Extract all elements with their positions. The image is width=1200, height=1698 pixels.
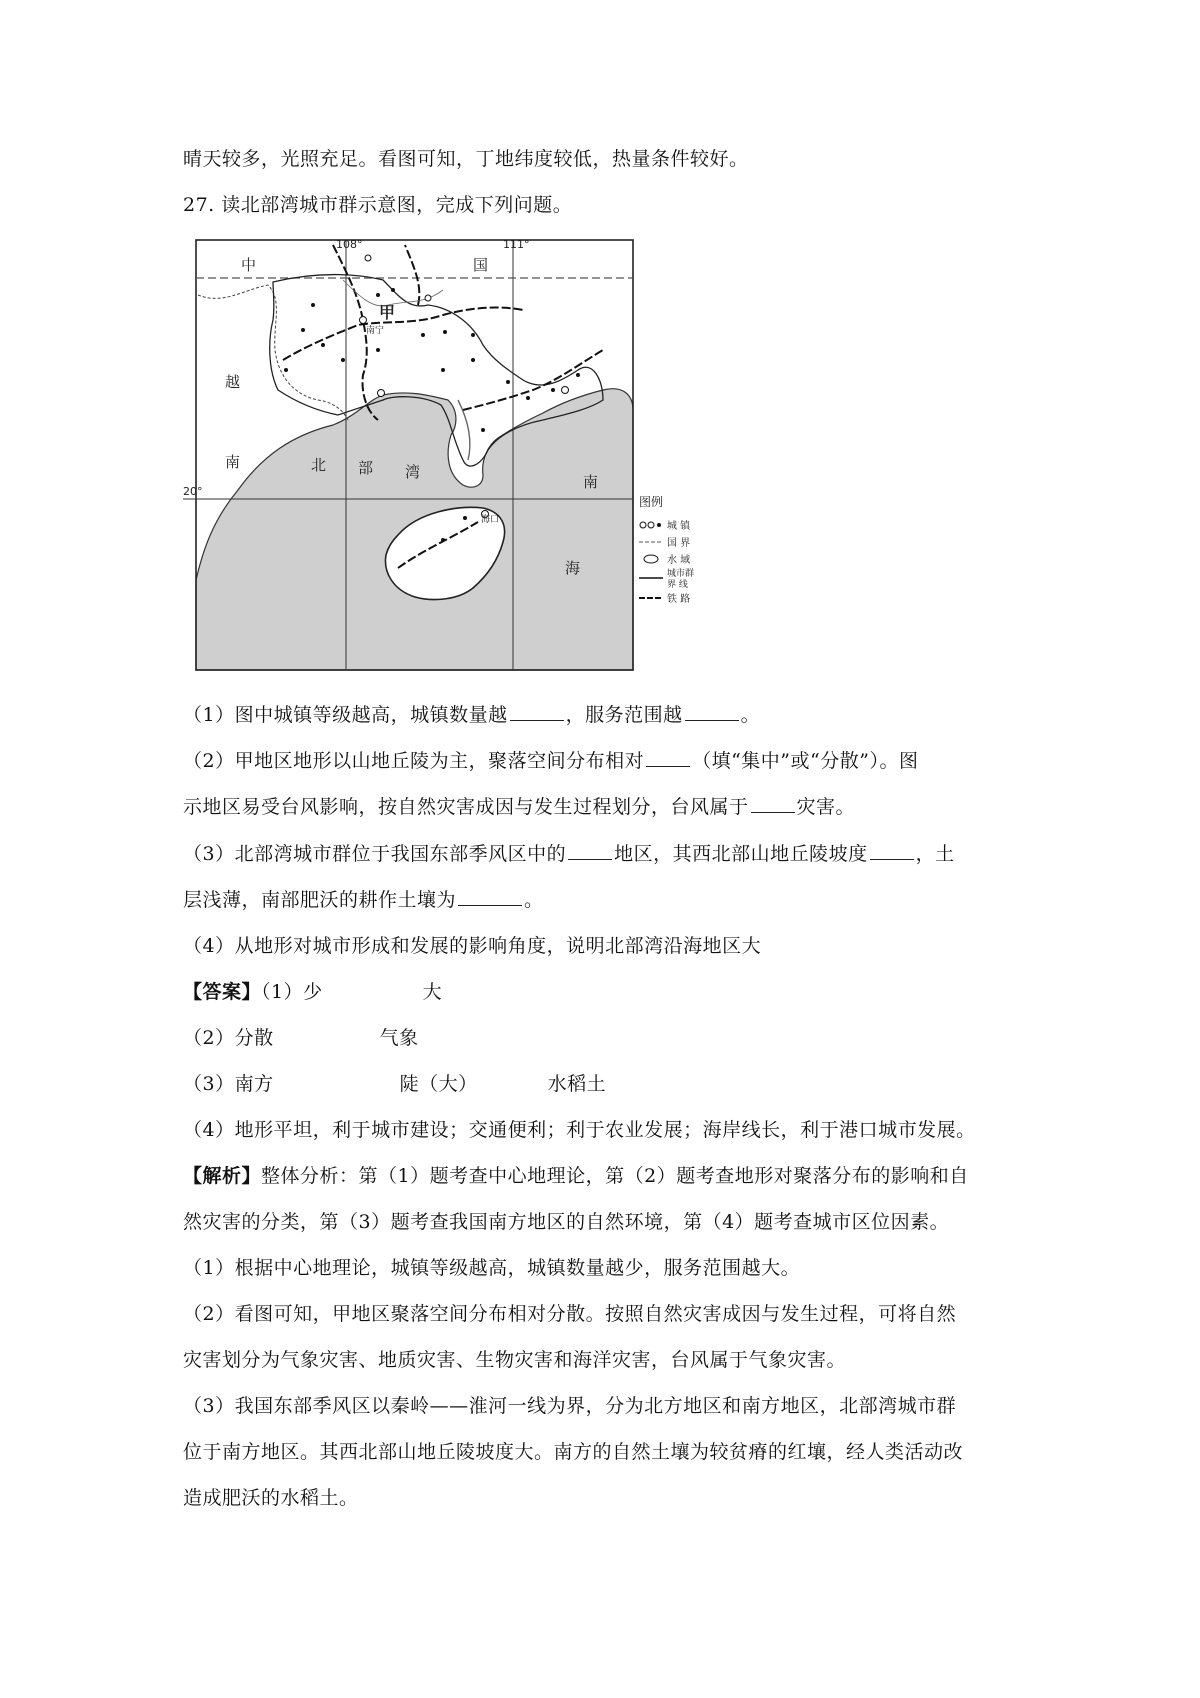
label-haikou: 海口 — [481, 515, 500, 525]
q3-text-c: ，土 — [915, 843, 955, 865]
label-bu: 部 — [358, 459, 374, 477]
q1-blank-1[interactable] — [510, 702, 564, 721]
answer-line-1 — [183, 977, 442, 1004]
beibu-gulf-map — [183, 238, 743, 675]
q2-text-d: 灾害。 — [796, 796, 856, 818]
label-lat-20: 20° — [183, 485, 203, 498]
map-legend — [639, 494, 694, 605]
label-nan-vietnam: 南 — [225, 453, 241, 471]
q3-line-2 — [183, 885, 544, 912]
analysis-p3-3: 造成肥沃的水稻土。 — [183, 1487, 359, 1509]
q1-line — [183, 700, 760, 727]
label-jia: 甲 — [379, 303, 396, 322]
q1-text-a: （1）图中城镇等级越高，城镇数量越 — [183, 704, 508, 726]
label-bei: 北 — [311, 456, 327, 474]
label-nan-sea: 南 — [583, 473, 599, 491]
q2-blank-1[interactable] — [646, 748, 690, 767]
legend-title: 图例 — [639, 495, 664, 509]
answer-1-2: 大 — [422, 981, 443, 1003]
answer-3-prefix: （3） — [183, 1073, 235, 1095]
answer-2-1: 分散 — [234, 1027, 274, 1049]
q3-line-1 — [183, 839, 955, 866]
legend-cluster-2: 界 线 — [667, 580, 688, 590]
intro-line: 晴天较多，光照充足。看图可知，丁地纬度较低，热量条件较好。 — [183, 148, 749, 170]
analysis-p1: （1）根据中心地理论，城镇等级越高，城镇数量越少，服务范围越大。 — [183, 1257, 801, 1279]
q3-blank-3[interactable] — [458, 887, 522, 906]
q3-blank-1[interactable] — [568, 841, 612, 860]
analysis-p3-1: （3）我国东部季风区以秦岭——淮河一线为界，分为北方地区和南方地区，北部湾城市群 — [183, 1395, 957, 1417]
answer-1-prefix: （1） — [261, 981, 304, 1003]
analysis-label: 【解析】 — [183, 1165, 262, 1187]
label-zhong: 中 — [241, 256, 257, 274]
answer-line-2 — [183, 1023, 419, 1050]
china-vietnam-border — [198, 285, 348, 420]
q2-line-1 — [183, 746, 918, 773]
q1-blank-2[interactable] — [685, 702, 739, 721]
analysis-p3-2: 位于南方地区。其西北部山地丘陵坡度大。南方的自然土壤为较贫瘠的红壤，经人类活动改 — [183, 1441, 964, 1463]
label-wan: 湾 — [405, 463, 421, 481]
q2-text-b: （填“集中”或“分散”）。图 — [692, 750, 919, 772]
q3-text-d: 层浅薄，南部肥沃的耕作土壤为 — [183, 889, 457, 911]
legend-water: 水 域 — [667, 555, 691, 566]
legend-cluster-1: 城市群 — [667, 569, 695, 579]
answer-2-prefix: （2） — [183, 1027, 235, 1049]
q2-line-2 — [183, 792, 855, 819]
analysis-line-2: 然灾害的分类，第（3）题考查我国南方地区的自然环境，第（4）题考查城市区位因素。 — [183, 1211, 950, 1233]
q3-text-a: （3）北部湾城市群位于我国东部季风区中的 — [183, 843, 567, 865]
analysis-overall-1: 整体分析：第（1）题考查中心地理论，第（2）题考查地形对聚落分布的影响和自 — [261, 1165, 969, 1187]
q1-text-c: 。 — [740, 704, 761, 726]
answer-2-2: 气象 — [379, 1027, 419, 1049]
label-hai: 海 — [565, 559, 581, 577]
legend-rail: 铁 路 — [667, 594, 691, 605]
label-lon-111: 111° — [503, 238, 530, 251]
railway-2 — [283, 308, 523, 360]
answer-line-4: （4）地形平坦，利于城市建设；交通便利；利于农业发展；海岸线长，利于港口城市发展。 — [183, 1119, 976, 1141]
analysis-p2-2: 灾害划分为气象灾害、地质灾害、生物灾害和海洋灾害，台风属于气象灾害。 — [183, 1349, 847, 1371]
question-title: 27. 读北部湾城市群示意图，完成下列问题。 — [183, 194, 573, 216]
q2-blank-2[interactable] — [751, 794, 795, 813]
label-yue: 越 — [225, 373, 241, 391]
q2-text-c: 示地区易受台风影响，按自然灾害成因与发生过程划分，台风属于 — [183, 796, 749, 818]
legend-border: 国 界 — [667, 538, 691, 549]
analysis-line-1 — [183, 1161, 969, 1188]
q3-text-e: 。 — [524, 889, 544, 911]
q4-line: （4）从地形对城市形成和发展的影响角度，说明北部湾沿海地区大 — [183, 935, 762, 957]
answer-3-2: 陡（大） — [399, 1073, 478, 1095]
label-guo: 国 — [473, 256, 489, 274]
q2-text-a: （2）甲地区地形以山地丘陵为主，聚落空间分布相对 — [183, 750, 645, 772]
answer-line-3 — [183, 1069, 606, 1096]
label-nanning: 南宁 — [366, 326, 385, 336]
legend-town: 城 镇 — [667, 521, 691, 532]
q3-blank-2[interactable] — [870, 841, 914, 860]
answer-3-3: 水稻土 — [547, 1073, 607, 1095]
answer-1-1: 少 — [303, 981, 323, 1003]
q1-text-b: ，服务范围越 — [565, 704, 683, 726]
q3-text-b: 地区，其西北部山地丘陵坡度 — [614, 843, 868, 865]
answer-label: 【答案】 — [183, 981, 262, 1003]
railway-3 — [405, 245, 419, 305]
analysis-p2-1: （2）看图可知，甲地区聚落空间分布相对分散。按照自然灾害成因与发生过程，可将自然 — [183, 1303, 957, 1325]
label-lon-108: 108° — [336, 238, 363, 251]
answer-3-1: 南方 — [234, 1073, 274, 1095]
